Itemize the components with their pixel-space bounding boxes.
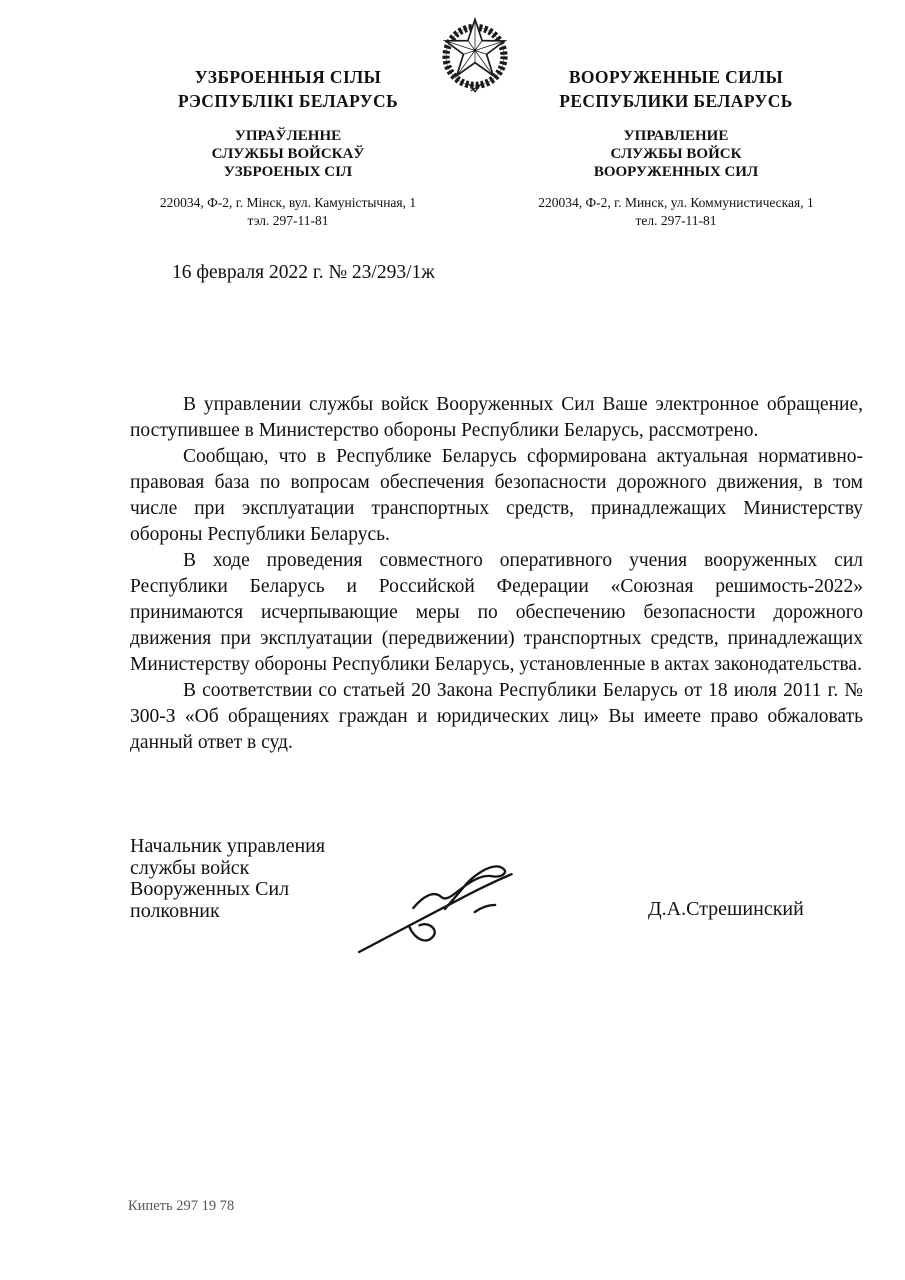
unit-line2-ru: СЛУЖБЫ ВОЙСК [610, 146, 742, 162]
armed-forces-emblem-icon [433, 11, 517, 95]
executor-line: Кипеть 297 19 78 [128, 1198, 235, 1214]
unit-name-by [133, 127, 443, 181]
unit-line3-ru: ВООРУЖЕННЫХ СИЛ [593, 164, 759, 180]
phone-line-by: тэл. 297-11-81 [247, 213, 329, 228]
unit-line1-by: УПРАЎЛЕННЕ [234, 128, 342, 144]
signer-position-line1: Начальник управления [130, 835, 326, 857]
paragraph-4: В соответствии со статьей 20 Закона Республики Беларусь от 18 июля 2011 г. № 300-З «Об обращениях граждан и юридических лиц» Вы имеете право обжаловать данный ответ в суд. [130, 680, 863, 753]
signer-rank: полковник [130, 900, 220, 923]
unit-name-ru [521, 127, 831, 181]
address-ru [521, 194, 831, 230]
signer-position-line2: службы войск [130, 856, 250, 879]
signer-name: Д.А.Стрешинский [648, 898, 804, 920]
address-line-ru: 220034, Ф-2, г. Минск, ул. Коммунистическая, 1 [538, 195, 814, 210]
unit-line3-by: УЗБРОЕНЫХ СІЛ [223, 164, 353, 180]
org-name-line1-by: УЗБРОЕННЫЯ СІЛЫ [194, 67, 382, 87]
signer-position-line3: Вооруженных Сил [130, 878, 290, 901]
unit-line2-by: СЛУЖБЫ ВОЙСКАЎ [211, 146, 365, 162]
letter-body [130, 392, 863, 756]
org-name-line1-ru: ВООРУЖЕННЫЕ СИЛЫ [568, 67, 784, 87]
paragraph-3: В ходе проведения совместного оперативного учения вооруженных сил Республики Беларусь и Российской Федерации «Союзная решимость-2022» принимаются исчерпывающие меры по обеспечению безопасности дорожного движения при эксплуатации (передвижении) транспортных средств, принадлежащих Министерству обороны Республики Беларусь, установленные в актах законодательства. [130, 550, 863, 675]
org-name-line2-by: РЭСПУБЛІКІ БЕЛАРУСЬ [177, 90, 399, 111]
unit-line1-ru: УПРАВЛЕНИЕ [623, 128, 729, 144]
address-by [133, 194, 443, 230]
handwritten-signature-icon [356, 862, 530, 956]
org-name-line2-ru: РЕСПУБЛИКИ БЕЛАРУСЬ [559, 90, 793, 111]
letterhead-russian [521, 66, 831, 230]
date-and-number: 16 февраля 2022 г. № 23/293/1ж [172, 262, 435, 283]
paragraph-2: Сообщаю, что в Республике Беларусь сформирована актуальная нормативно-правовая база по вопросам обеспечения безопасности дорожного движения, в том числе при эксплуатации транспортных средств, принадлежащих Министерству обороны Республики Беларусь. [130, 446, 863, 545]
paragraph-1: В управлении службы войск Вооруженных Сил Ваше электронное обращение, поступившее в Министерство обороны Республики Беларусь, рассмотрено. [130, 394, 863, 441]
signature-block [130, 836, 830, 966]
phone-line-ru: тел. 297-11-81 [635, 213, 717, 228]
letterhead-belarusian [133, 66, 443, 230]
address-line-by: 220034, Ф-2, г. Мінск, вул. Камуністычная, 1 [159, 195, 417, 210]
